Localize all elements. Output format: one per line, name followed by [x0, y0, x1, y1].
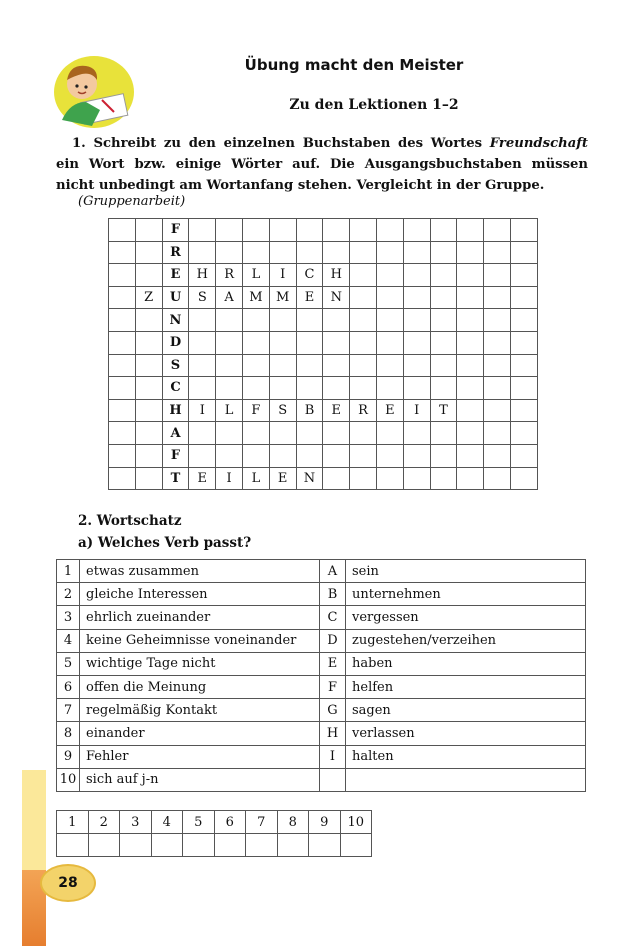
phrase-cell: offen die Meinung — [80, 675, 320, 698]
crossword-cell[interactable] — [109, 422, 136, 445]
crossword-cell[interactable] — [376, 377, 403, 400]
crossword-cell[interactable] — [269, 331, 296, 354]
crossword-cell[interactable] — [484, 219, 511, 242]
crossword-cell[interactable] — [510, 241, 537, 264]
crossword-cell[interactable] — [109, 444, 136, 467]
answer-cell[interactable] — [88, 834, 120, 857]
crossword-cell[interactable]: B — [296, 399, 323, 422]
crossword-cell[interactable] — [135, 309, 162, 332]
crossword-cell[interactable] — [457, 377, 484, 400]
crossword-cell[interactable] — [109, 399, 136, 422]
crossword-row — [109, 467, 538, 490]
crossword-cell[interactable] — [189, 354, 216, 377]
crossword-cell[interactable] — [376, 444, 403, 467]
crossword-row — [109, 264, 538, 287]
crossword-cell[interactable] — [109, 286, 136, 309]
crossword-cell[interactable] — [189, 241, 216, 264]
row-number: 4 — [57, 629, 80, 652]
crossword-cell[interactable] — [484, 399, 511, 422]
crossword-cell[interactable] — [430, 354, 457, 377]
option-letter: E — [320, 652, 346, 675]
crossword-cell[interactable] — [376, 354, 403, 377]
crossword-cell[interactable] — [403, 331, 430, 354]
crossword-cell[interactable] — [135, 219, 162, 242]
crossword-cell[interactable] — [403, 444, 430, 467]
matching-table — [56, 559, 586, 792]
crossword-cell[interactable] — [430, 377, 457, 400]
crossword-cell[interactable] — [269, 219, 296, 242]
crossword-cell[interactable] — [510, 264, 537, 287]
answer-cell[interactable] — [277, 834, 309, 857]
crossword-cell[interactable] — [242, 219, 269, 242]
crossword-cell[interactable] — [403, 219, 430, 242]
crossword-cell[interactable] — [135, 331, 162, 354]
crossword-key-letter[interactable]: C — [162, 377, 189, 400]
verb-cell: verlassen — [346, 722, 586, 745]
crossword-cell[interactable] — [510, 331, 537, 354]
crossword-row — [109, 286, 538, 309]
option-letter: H — [320, 722, 346, 745]
answer-cell[interactable] — [246, 834, 278, 857]
crossword-cell[interactable] — [323, 219, 350, 242]
crossword-cell[interactable]: I — [216, 467, 243, 490]
crossword-key-letter[interactable]: F — [162, 444, 189, 467]
crossword-key-letter[interactable]: F — [162, 219, 189, 242]
task-2-heading: 2. Wortschatz — [78, 513, 182, 529]
matching-row — [57, 699, 586, 722]
crossword-cell[interactable] — [189, 331, 216, 354]
crossword-cell[interactable] — [403, 467, 430, 490]
crossword-cell[interactable] — [457, 422, 484, 445]
crossword-row — [109, 377, 538, 400]
verb-cell: zugestehen/verzeihen — [346, 629, 586, 652]
crossword-cell[interactable] — [323, 444, 350, 467]
crossword-cell[interactable] — [296, 331, 323, 354]
crossword-cell[interactable] — [376, 467, 403, 490]
crossword-cell[interactable] — [403, 309, 430, 332]
phrase-cell: etwas zusammen — [80, 560, 320, 583]
crossword-cell[interactable] — [189, 422, 216, 445]
crossword-cell[interactable] — [510, 467, 537, 490]
crossword-cell[interactable]: M — [269, 286, 296, 309]
crossword-key-letter[interactable]: D — [162, 331, 189, 354]
crossword-cell[interactable] — [296, 377, 323, 400]
matching-row — [57, 675, 586, 698]
crossword-cell[interactable]: N — [296, 467, 323, 490]
crossword-cell[interactable] — [350, 354, 377, 377]
crossword-cell[interactable] — [376, 286, 403, 309]
matching-row — [57, 722, 586, 745]
crossword-cell[interactable]: I — [403, 399, 430, 422]
answer-cell[interactable] — [214, 834, 246, 857]
crossword-cell[interactable] — [510, 377, 537, 400]
crossword-cell[interactable]: L — [242, 467, 269, 490]
crossword-cell[interactable] — [484, 331, 511, 354]
crossword-cell[interactable] — [484, 264, 511, 287]
task-1-keyword: Freundschaft — [489, 136, 588, 151]
crossword-cell[interactable] — [350, 444, 377, 467]
crossword-key-letter[interactable]: U — [162, 286, 189, 309]
crossword-cell[interactable]: E — [323, 399, 350, 422]
crossword-key-letter[interactable]: N — [162, 309, 189, 332]
crossword-cell[interactable] — [350, 422, 377, 445]
crossword-cell[interactable]: L — [216, 399, 243, 422]
verb-cell: haben — [346, 652, 586, 675]
crossword-cell[interactable] — [403, 422, 430, 445]
crossword-row — [109, 444, 538, 467]
task-1-instructions — [56, 133, 588, 196]
crossword-cell[interactable] — [323, 354, 350, 377]
crossword-cell[interactable] — [109, 309, 136, 332]
crossword-cell[interactable] — [189, 444, 216, 467]
task-1-text-start: 1. Schreibt zu den einzelnen Buchstaben des Wortes — [72, 136, 483, 151]
row-number: 2 — [57, 583, 80, 606]
crossword-cell[interactable] — [269, 309, 296, 332]
row-number: 3 — [57, 606, 80, 629]
crossword-key-letter[interactable]: A — [162, 422, 189, 445]
answer-number: 7 — [246, 811, 278, 834]
answer-number: 3 — [120, 811, 152, 834]
answer-numbers-row — [57, 811, 372, 834]
crossword-cell[interactable] — [484, 286, 511, 309]
crossword-cell[interactable] — [430, 309, 457, 332]
crossword-row — [109, 241, 538, 264]
answer-cell[interactable] — [120, 834, 152, 857]
crossword-cell[interactable] — [510, 422, 537, 445]
crossword-cell[interactable] — [216, 354, 243, 377]
task-1-text-end: ein Wort bzw. einige Wörter auf. Die Ausgangsbuchstaben müssen nicht unbedingt am Wortanfang stehen. Vergleicht in der Gruppe. — [56, 157, 588, 193]
crossword-cell[interactable] — [430, 422, 457, 445]
crossword-cell[interactable] — [457, 354, 484, 377]
crossword-cell[interactable]: E — [296, 286, 323, 309]
answer-number: 9 — [309, 811, 341, 834]
row-number: 7 — [57, 699, 80, 722]
crossword-cell[interactable] — [296, 219, 323, 242]
verb-cell: halten — [346, 745, 586, 768]
crossword-cell[interactable] — [376, 241, 403, 264]
option-letter: D — [320, 629, 346, 652]
row-number: 8 — [57, 722, 80, 745]
crossword-cell[interactable] — [135, 377, 162, 400]
crossword-cell[interactable] — [350, 241, 377, 264]
crossword-cell[interactable] — [457, 286, 484, 309]
crossword-cell[interactable]: Z — [135, 286, 162, 309]
crossword-cell[interactable] — [109, 331, 136, 354]
crossword-cell[interactable] — [376, 264, 403, 287]
page-number: 28 — [40, 864, 96, 902]
matching-row — [57, 583, 586, 606]
crossword-cell[interactable] — [484, 444, 511, 467]
crossword-cell[interactable] — [510, 354, 537, 377]
crossword-cell[interactable] — [109, 354, 136, 377]
phrase-cell: ehrlich zueinander — [80, 606, 320, 629]
answer-cell[interactable] — [309, 834, 341, 857]
matching-row — [57, 629, 586, 652]
answer-number: 5 — [183, 811, 215, 834]
crossword-cell[interactable] — [216, 377, 243, 400]
crossword-cell[interactable] — [189, 309, 216, 332]
row-number: 9 — [57, 745, 80, 768]
crossword-cell[interactable] — [242, 377, 269, 400]
crossword-row — [109, 331, 538, 354]
crossword-cell[interactable] — [109, 264, 136, 287]
crossword-cell[interactable] — [457, 241, 484, 264]
row-number: 10 — [57, 768, 80, 791]
crossword-cell[interactable]: F — [242, 399, 269, 422]
crossword-cell[interactable]: C — [296, 264, 323, 287]
crossword-cell[interactable] — [403, 264, 430, 287]
crossword-cell[interactable] — [403, 354, 430, 377]
crossword-cell[interactable] — [510, 219, 537, 242]
crossword-cell[interactable] — [216, 422, 243, 445]
verb-cell: unternehmen — [346, 583, 586, 606]
crossword-cell[interactable] — [189, 377, 216, 400]
answer-input-row — [57, 834, 372, 857]
answer-cell[interactable] — [151, 834, 183, 857]
crossword-cell[interactable] — [376, 219, 403, 242]
crossword-key-letter[interactable]: E — [162, 264, 189, 287]
crossword-cell[interactable]: E — [269, 467, 296, 490]
crossword-cell[interactable] — [430, 286, 457, 309]
crossword-cell[interactable] — [350, 286, 377, 309]
crossword-cell[interactable]: E — [376, 399, 403, 422]
crossword-cell[interactable] — [135, 354, 162, 377]
answer-grid — [56, 810, 372, 857]
option-letter: A — [320, 560, 346, 583]
crossword-cell[interactable] — [242, 331, 269, 354]
option-letter: G — [320, 699, 346, 722]
crossword-cell[interactable]: H — [323, 264, 350, 287]
crossword-cell[interactable] — [376, 309, 403, 332]
crossword-cell[interactable] — [135, 241, 162, 264]
crossword-cell[interactable] — [457, 264, 484, 287]
crossword-cell[interactable] — [457, 444, 484, 467]
matching-row — [57, 768, 586, 791]
crossword-cell[interactable]: I — [269, 264, 296, 287]
matching-row — [57, 652, 586, 675]
group-work-note: (Gruppenarbeit) — [78, 194, 186, 209]
crossword-cell[interactable] — [269, 444, 296, 467]
verb-cell — [346, 768, 586, 791]
crossword-cell[interactable] — [376, 422, 403, 445]
crossword-cell[interactable] — [323, 422, 350, 445]
crossword-cell[interactable] — [510, 444, 537, 467]
crossword-cell[interactable] — [350, 264, 377, 287]
crossword-cell[interactable] — [242, 241, 269, 264]
crossword-cell[interactable] — [457, 399, 484, 422]
crossword-cell[interactable] — [430, 264, 457, 287]
crossword-row — [109, 309, 538, 332]
answer-number: 4 — [151, 811, 183, 834]
crossword-cell[interactable] — [510, 309, 537, 332]
crossword-cell[interactable] — [484, 309, 511, 332]
crossword-cell[interactable] — [135, 467, 162, 490]
crossword-cell[interactable] — [296, 354, 323, 377]
crossword-cell[interactable] — [269, 422, 296, 445]
crossword-cell[interactable] — [323, 331, 350, 354]
crossword-cell[interactable]: R — [216, 264, 243, 287]
matching-row — [57, 560, 586, 583]
crossword-cell[interactable] — [403, 241, 430, 264]
crossword-cell[interactable] — [242, 309, 269, 332]
crossword-cell[interactable]: A — [216, 286, 243, 309]
answer-cell[interactable] — [183, 834, 215, 857]
matching-row — [57, 606, 586, 629]
phrase-cell: wichtige Tage nicht — [80, 652, 320, 675]
crossword-cell[interactable] — [430, 331, 457, 354]
crossword-cell[interactable]: S — [189, 286, 216, 309]
crossword-cell[interactable] — [296, 241, 323, 264]
crossword-key-letter[interactable]: H — [162, 399, 189, 422]
crossword-cell[interactable] — [216, 219, 243, 242]
crossword-cell[interactable] — [109, 467, 136, 490]
option-letter: I — [320, 745, 346, 768]
crossword-cell[interactable] — [323, 377, 350, 400]
crossword-cell[interactable] — [510, 286, 537, 309]
crossword-cell[interactable] — [484, 467, 511, 490]
answer-number: 2 — [88, 811, 120, 834]
phrase-cell: keine Geheimnisse voneinander — [80, 629, 320, 652]
crossword-cell[interactable] — [323, 467, 350, 490]
crossword-cell[interactable] — [484, 354, 511, 377]
crossword-cell[interactable] — [484, 422, 511, 445]
crossword-cell[interactable] — [457, 331, 484, 354]
crossword-cell[interactable]: E — [189, 467, 216, 490]
crossword-cell[interactable] — [216, 444, 243, 467]
verb-cell: sagen — [346, 699, 586, 722]
crossword-key-letter[interactable]: R — [162, 241, 189, 264]
crossword-row — [109, 219, 538, 242]
crossword-row — [109, 354, 538, 377]
crossword-cell[interactable] — [403, 286, 430, 309]
crossword-cell[interactable] — [216, 241, 243, 264]
row-number: 1 — [57, 560, 80, 583]
phrase-cell: Fehler — [80, 745, 320, 768]
verb-cell: helfen — [346, 675, 586, 698]
verb-cell: sein — [346, 560, 586, 583]
option-letter — [320, 768, 346, 791]
crossword-cell[interactable] — [457, 467, 484, 490]
crossword-cell[interactable]: M — [242, 286, 269, 309]
matching-row — [57, 745, 586, 768]
crossword-grid — [108, 218, 538, 490]
option-letter: B — [320, 583, 346, 606]
crossword-cell[interactable] — [484, 377, 511, 400]
phrase-cell: sich auf j-n — [80, 768, 320, 791]
crossword-cell[interactable] — [269, 354, 296, 377]
row-number: 6 — [57, 675, 80, 698]
crossword-cell[interactable] — [189, 219, 216, 242]
crossword-cell[interactable]: L — [242, 264, 269, 287]
crossword-cell[interactable] — [242, 354, 269, 377]
answer-number: 6 — [214, 811, 246, 834]
crossword-cell[interactable] — [296, 444, 323, 467]
crossword-cell[interactable] — [135, 444, 162, 467]
crossword-cell[interactable] — [242, 444, 269, 467]
crossword-cell[interactable] — [510, 399, 537, 422]
crossword-cell[interactable]: H — [189, 264, 216, 287]
option-letter: F — [320, 675, 346, 698]
crossword-cell[interactable]: T — [430, 399, 457, 422]
crossword-cell[interactable]: R — [350, 399, 377, 422]
answer-cell[interactable] — [57, 834, 89, 857]
answer-number: 10 — [340, 811, 372, 834]
phrase-cell: einander — [80, 722, 320, 745]
crossword-cell[interactable] — [269, 377, 296, 400]
crossword-cell[interactable] — [109, 219, 136, 242]
crossword-cell[interactable] — [430, 241, 457, 264]
page-title: Übung macht den Meister — [244, 56, 464, 74]
crossword-key-letter[interactable]: T — [162, 467, 189, 490]
crossword-cell[interactable] — [269, 241, 296, 264]
answer-number: 1 — [57, 811, 89, 834]
crossword-cell[interactable] — [350, 331, 377, 354]
crossword-cell[interactable] — [216, 331, 243, 354]
crossword-cell[interactable] — [350, 467, 377, 490]
crossword-cell[interactable]: I — [189, 399, 216, 422]
crossword-cell[interactable] — [350, 219, 377, 242]
task-2-subheading: a) Welches Verb passt? — [78, 535, 252, 551]
crossword-cell[interactable] — [135, 422, 162, 445]
crossword-cell[interactable] — [484, 241, 511, 264]
crossword-row — [109, 422, 538, 445]
crossword-cell[interactable] — [403, 377, 430, 400]
crossword-cell[interactable] — [430, 467, 457, 490]
crossword-cell[interactable] — [135, 399, 162, 422]
page-subtitle: Zu den Lektionen 1–2 — [289, 97, 459, 113]
crossword-cell[interactable] — [350, 309, 377, 332]
phrase-cell: gleiche Interessen — [80, 583, 320, 606]
crossword-cell[interactable] — [296, 309, 323, 332]
crossword-cell[interactable]: N — [323, 286, 350, 309]
crossword-cell[interactable] — [296, 422, 323, 445]
phrase-cell: regelmäßig Kontakt — [80, 699, 320, 722]
option-letter: C — [320, 606, 346, 629]
crossword-cell[interactable] — [242, 422, 269, 445]
crossword-row — [109, 399, 538, 422]
verb-cell: vergessen — [346, 606, 586, 629]
crossword-cell[interactable] — [430, 444, 457, 467]
crossword-cell[interactable] — [457, 309, 484, 332]
crossword-cell[interactable] — [457, 219, 484, 242]
crossword-cell[interactable]: S — [269, 399, 296, 422]
crossword-cell[interactable] — [323, 241, 350, 264]
crossword-cell[interactable] — [109, 241, 136, 264]
crossword-cell[interactable] — [323, 309, 350, 332]
crossword-cell[interactable] — [216, 309, 243, 332]
crossword-cell[interactable] — [350, 377, 377, 400]
crossword-cell[interactable] — [109, 377, 136, 400]
answer-cell[interactable] — [340, 834, 372, 857]
crossword-cell[interactable] — [376, 331, 403, 354]
crossword-key-letter[interactable]: S — [162, 354, 189, 377]
crossword-cell[interactable] — [430, 219, 457, 242]
answer-number: 8 — [277, 811, 309, 834]
crossword-cell[interactable] — [135, 264, 162, 287]
row-number: 5 — [57, 652, 80, 675]
